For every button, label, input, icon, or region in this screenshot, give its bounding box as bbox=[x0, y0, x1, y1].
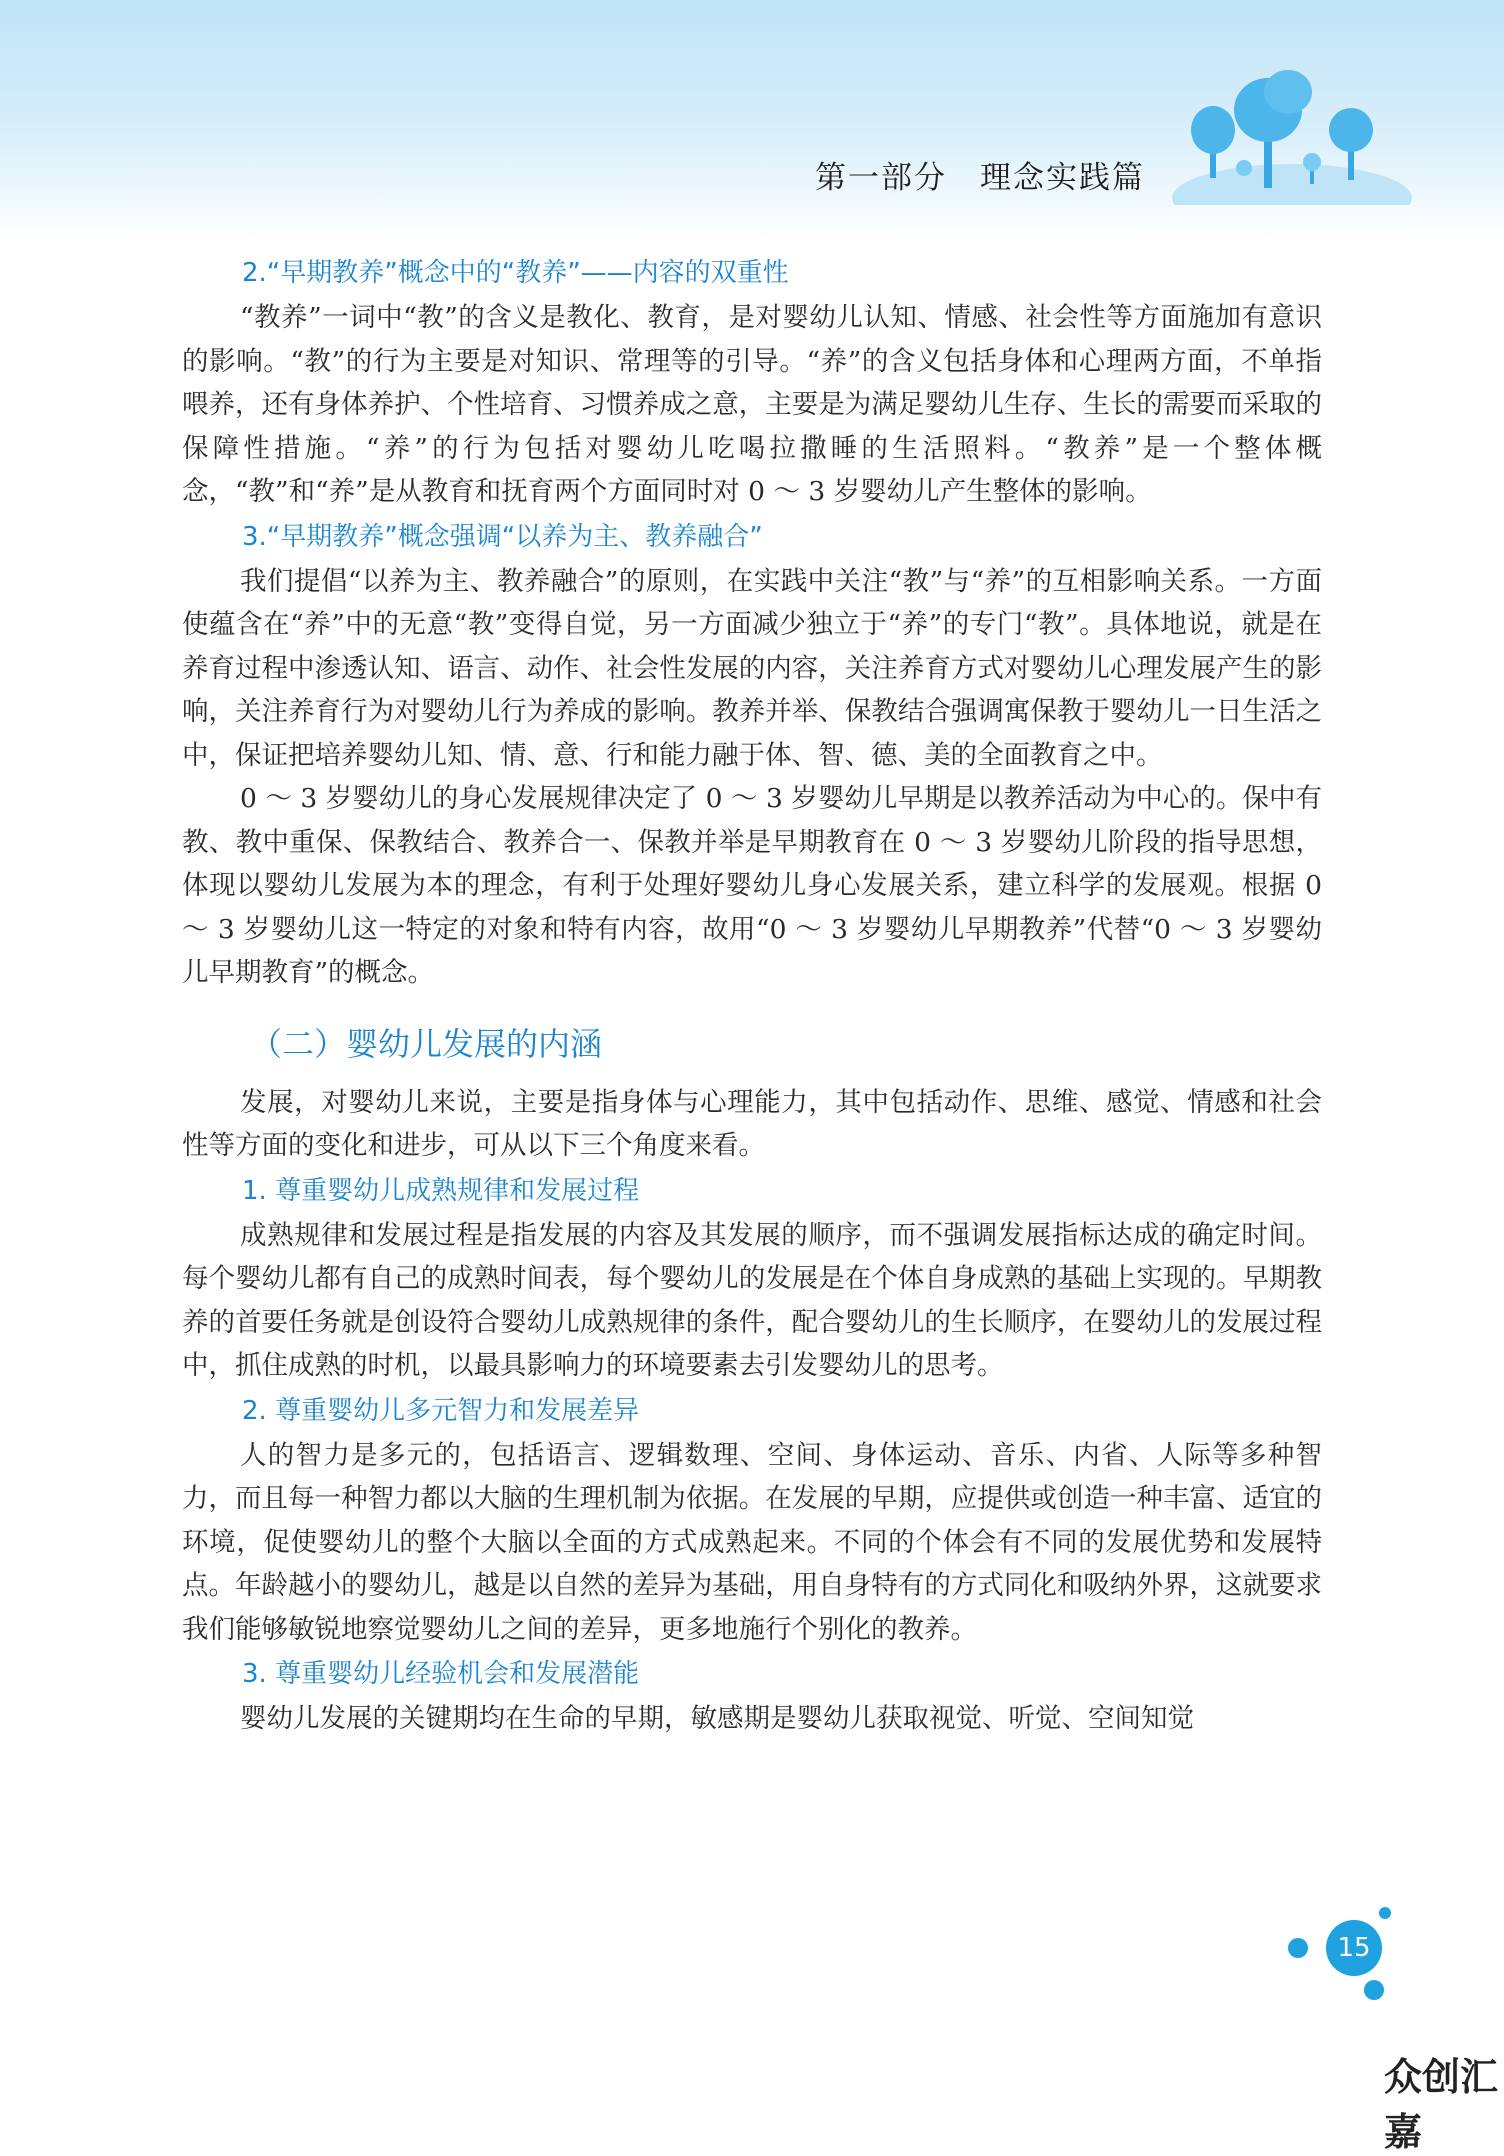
section-2-paragraph: “教养”一词中“教”的含义是教化、教育，是对婴幼儿认知、情感、社会性等方面施加有意识的影响。“教”的行为主要是对知识、常理等的引导。“养”的含义包括身体和心理两方面，不单指喂养，还有身体养护、个性培育、习惯养成之意，主要是为满足婴幼儿生存、生长的需要而采取的保障性措施。“养”的行为包括对婴幼儿吃喝拉撒睡的生活照料。“教养”是一个整体概念，“教”和“养”是从教育和抚育两个方面同时对 0 ～ 3 岁婴幼儿产生整体的影响。 bbox=[182, 302, 1322, 507]
section-3-heading: 3.“早期教养”概念强调“以养为主、教养融合” bbox=[242, 521, 763, 552]
watermark: 众创汇嘉 bbox=[1384, 2055, 1499, 2154]
section-3-paragraph-1: 我们提倡“以养为主、教养融合”的原则，在实践中关注“教”与“养”的互相影响关系。一方面使蕴含在“养”中的无意“教”变得自觉，另一方面减少独立于“养”的专门“教”。具体地说，就是在养育过程中渗透认知、语言、动作、社会性发展的内容，关注养育方式对婴幼儿心理发展产生的影响，关注养育行为对婴幼儿行为养成的影响。教养并举、保教结合强调寓保教于婴幼儿一日生活之中，保证把培养婴幼儿知、情、意、行和能力融于体、智、德、美的全面教育之中。 bbox=[182, 565, 1322, 771]
page-body bbox=[182, 250, 1322, 1741]
section-2-heading: 2.“早期教养”概念中的“教养”——内容的双重性 bbox=[242, 258, 789, 288]
development-2-paragraph: 人的智力是多元的，包括语言、逻辑数理、空间、身体运动、音乐、内省、人际等多种智力，而且每一种智力都以大脑的生理机制为依据。在发展的早期，应提供或创造一种丰富、适宜的环境，促使婴幼儿的整个大脑以全面的方式成熟起来。不同的个体会有不同的发展优势和发展特点。年龄越小的婴幼儿，越是以自然的差异为基础，用自身特有的方式同化和吸纳外界，这就要求我们能够敏锐地察觉婴幼儿之间的差异，更多地施行个别化的教养。 bbox=[182, 1439, 1322, 1645]
development-1-paragraph: 成熟规律和发展过程是指发展的内容及其发展的顺序，而不强调发展指标达成的确定时间。每个婴幼儿都有自己的成熟时间表，每个婴幼儿的发展是在个体自身成熟的基础上实现的。早期教养的首要任务就是创设符合婴幼儿成熟规律的条件，配合婴幼儿的生长顺序，在婴幼儿的发展过程中，抓住成熟的时机，以最具影响力的环境要素去引发婴幼儿的思考。 bbox=[182, 1219, 1322, 1381]
section-3-paragraph-2: 0 ～ 3 岁婴幼儿的身心发展规律决定了 0 ～ 3 岁婴幼儿早期是以教养活动为中心的。保中有教、教中重保、保教结合、教养合一、保教并举是早期教育在 0 ～ 3 岁婴幼儿阶段的指导思想，体现以婴幼儿发展为本的理念，有利于处理好婴幼儿身心发展关系，建立科学的发展观。根据 0 ～ 3 岁婴幼儿这一特定的对象和特有内容，故用“0 ～ 3 岁婴幼儿早期教养”代替“0 ～ 3 岁婴幼儿早期教育”的概念。 bbox=[182, 783, 1322, 988]
part-title: 第一部分 理念实践篇 bbox=[815, 160, 1145, 196]
part-2-heading: （二）婴幼儿发展的内涵 bbox=[250, 1024, 603, 1063]
development-3-paragraph: 婴幼儿发展的关键期均在生命的早期，敏感期是婴幼儿获取视觉、听觉、空间知觉 bbox=[240, 1703, 1194, 1734]
development-2-heading: 2. 尊重婴幼儿多元智力和发展差异 bbox=[242, 1395, 640, 1426]
trees-illustration-icon bbox=[1170, 70, 1415, 205]
page-number: 15 bbox=[1326, 1920, 1382, 1976]
development-1-heading: 1. 尊重婴幼儿成熟规律和发展过程 bbox=[242, 1175, 640, 1206]
part-2-intro: 发展，对婴幼儿来说，主要是指身体与心理能力，其中包括动作、思维、感觉、情感和社会性等方面的变化和进步，可从以下三个角度来看。 bbox=[182, 1086, 1322, 1161]
development-3-heading: 3. 尊重婴幼儿经验机会和发展潜能 bbox=[242, 1659, 640, 1689]
